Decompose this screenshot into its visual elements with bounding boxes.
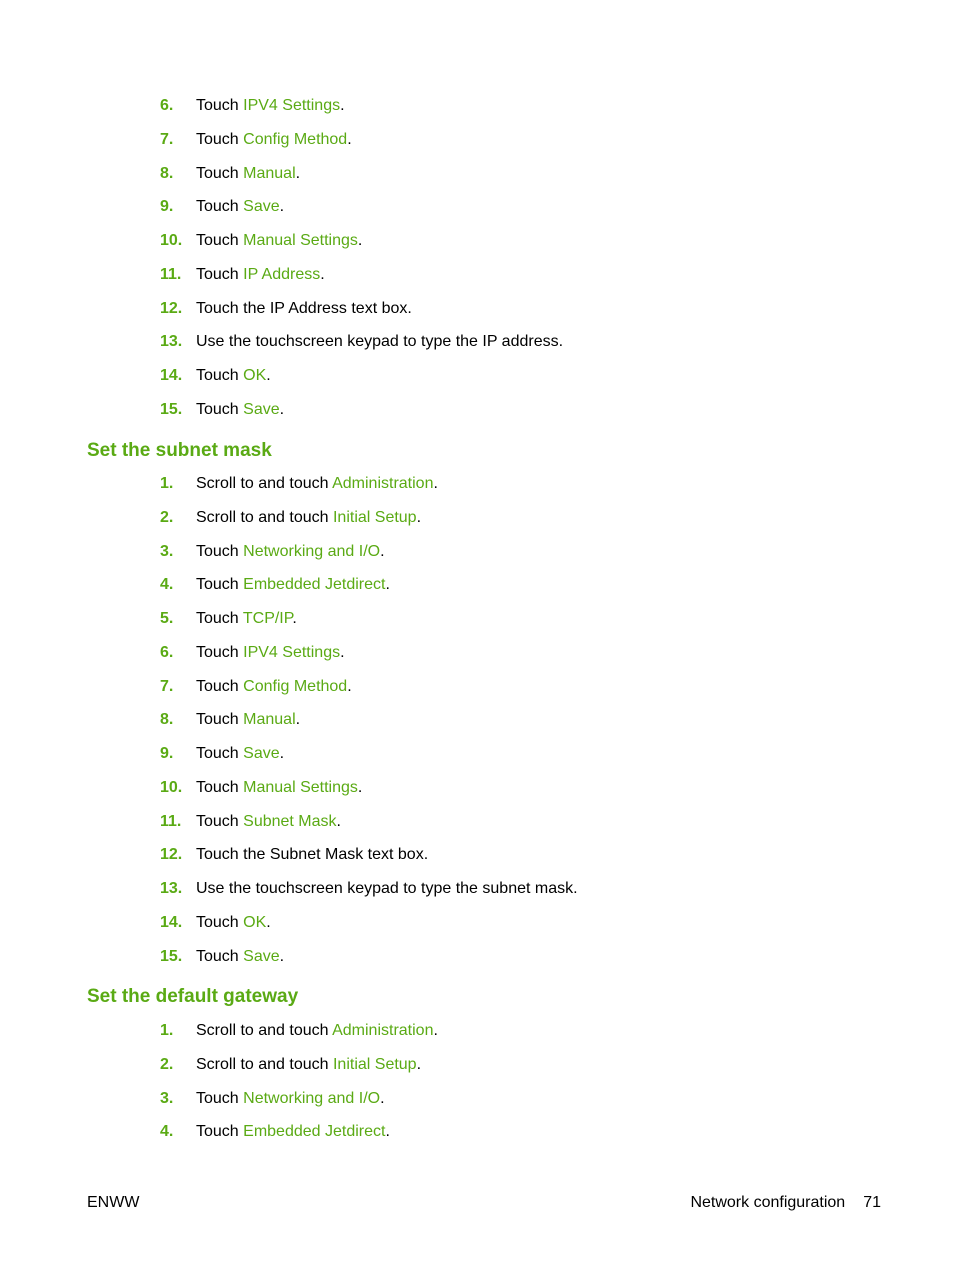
list-item bbox=[0, 265, 954, 299]
step-instruction: Touch bbox=[196, 677, 244, 695]
step-text bbox=[196, 542, 385, 562]
list-item bbox=[0, 1021, 954, 1055]
list-item bbox=[0, 947, 954, 981]
step-number: 3. bbox=[160, 542, 174, 560]
step-number: 8. bbox=[160, 711, 174, 729]
step-number: 13. bbox=[160, 880, 183, 897]
step-text bbox=[196, 845, 428, 865]
step-list-default-gateway bbox=[0, 1021, 954, 1156]
step-punctuation: . bbox=[279, 198, 285, 216]
step-punctuation: . bbox=[357, 232, 363, 249]
step-punctuation: . bbox=[340, 97, 345, 114]
list-item bbox=[0, 96, 954, 130]
ui-element-name: Save bbox=[243, 947, 280, 965]
step-list-subnet-mask bbox=[0, 474, 954, 980]
list-item bbox=[0, 643, 954, 677]
ui-element-name: Embedded Jetdirect bbox=[243, 576, 386, 594]
ui-element-name: Manual Settings bbox=[243, 232, 358, 249]
step-number: 9. bbox=[160, 198, 174, 216]
heading-set-subnet-mask: Set the subnet mask bbox=[87, 440, 272, 461]
ui-element-name: Config Method bbox=[243, 677, 348, 695]
ui-element-name: Administration bbox=[332, 475, 434, 492]
step-instruction: Touch bbox=[196, 610, 243, 627]
heading-set-default-gateway: Set the default gateway bbox=[87, 986, 299, 1007]
step-number: 15. bbox=[160, 947, 183, 965]
step-number: 11. bbox=[160, 265, 182, 283]
step-text bbox=[196, 812, 341, 832]
step-text bbox=[196, 643, 345, 663]
step-number: 6. bbox=[160, 97, 174, 114]
step-text bbox=[196, 265, 325, 285]
ui-element-name: Subnet Mask bbox=[243, 812, 337, 830]
step-text bbox=[196, 744, 284, 764]
step-punctuation: . bbox=[416, 1055, 422, 1073]
ui-element-name: OK bbox=[243, 913, 267, 931]
step-text bbox=[196, 96, 345, 116]
ui-element-name: Save bbox=[243, 198, 280, 216]
list-item bbox=[0, 299, 954, 333]
step-instruction: Scroll to and touch bbox=[196, 508, 333, 526]
page-number: 71 bbox=[863, 1194, 881, 1211]
list-item bbox=[0, 778, 954, 812]
step-number: 9. bbox=[160, 745, 174, 762]
step-punctuation: . bbox=[347, 677, 352, 695]
list-item bbox=[0, 400, 954, 434]
step-text bbox=[196, 231, 362, 251]
list-item bbox=[0, 1089, 954, 1123]
step-text bbox=[196, 197, 284, 217]
step-punctuation: . bbox=[416, 508, 422, 526]
step-punctuation: . bbox=[292, 610, 297, 627]
ui-element-name: Manual bbox=[243, 164, 296, 182]
step-instruction: Touch bbox=[196, 97, 244, 114]
ui-element-name: Networking and I/O bbox=[243, 1089, 381, 1107]
step-text bbox=[196, 677, 352, 697]
footer-right bbox=[690, 1193, 881, 1213]
step-punctuation: . bbox=[295, 164, 301, 182]
step-instruction: Touch bbox=[196, 812, 244, 830]
list-item bbox=[0, 710, 954, 744]
list-item bbox=[0, 812, 954, 846]
ui-element-name: Administration bbox=[332, 1022, 434, 1039]
step-instruction: Touch bbox=[196, 643, 244, 661]
list-item bbox=[0, 1055, 954, 1089]
step-instruction: Touch bbox=[196, 367, 244, 384]
step-number: 13. bbox=[160, 333, 183, 351]
step-text bbox=[196, 1122, 390, 1142]
step-number: 7. bbox=[160, 677, 174, 695]
ui-element-name: IPV4 Settings bbox=[243, 643, 341, 661]
step-instruction: Touch bbox=[196, 778, 244, 796]
ui-element-name: Networking and I/O bbox=[243, 542, 381, 560]
ui-element-name: Initial Setup bbox=[332, 1055, 417, 1073]
step-punctuation: . bbox=[380, 542, 385, 560]
list-item bbox=[0, 508, 954, 542]
step-instruction: Touch bbox=[196, 576, 244, 594]
step-text bbox=[196, 778, 362, 798]
step-number: 2. bbox=[160, 1055, 174, 1073]
step-instruction: Touch bbox=[196, 164, 244, 182]
step-text bbox=[196, 474, 438, 494]
step-instruction: Use the touchscreen keypad to type the IP address. bbox=[196, 333, 564, 351]
step-number: 7. bbox=[160, 130, 174, 148]
step-number: 14. bbox=[160, 913, 183, 931]
ui-element-name: Save bbox=[243, 400, 280, 418]
ui-element-name: IPV4 Settings bbox=[243, 97, 341, 114]
list-item bbox=[0, 542, 954, 576]
step-instruction: Touch bbox=[196, 913, 244, 931]
step-punctuation: . bbox=[295, 711, 301, 729]
list-item bbox=[0, 366, 954, 400]
list-item bbox=[0, 913, 954, 947]
ui-element-name: Initial Setup bbox=[332, 508, 417, 526]
step-text bbox=[196, 1021, 438, 1041]
step-punctuation: . bbox=[385, 576, 390, 594]
step-punctuation: . bbox=[385, 1123, 390, 1141]
list-item bbox=[0, 879, 954, 913]
step-punctuation: . bbox=[279, 400, 285, 418]
step-punctuation: . bbox=[380, 1089, 385, 1107]
ui-element-name: OK bbox=[243, 367, 267, 384]
list-item bbox=[0, 677, 954, 711]
step-text bbox=[196, 710, 300, 730]
list-item bbox=[0, 609, 954, 643]
step-instruction: Touch the Subnet Mask text box. bbox=[196, 846, 429, 864]
list-item bbox=[0, 197, 954, 231]
step-number: 6. bbox=[160, 643, 174, 661]
list-item bbox=[0, 231, 954, 265]
step-number: 1. bbox=[160, 1022, 174, 1039]
step-number: 14. bbox=[160, 367, 183, 384]
list-item bbox=[0, 575, 954, 609]
step-punctuation: . bbox=[347, 130, 352, 148]
footer-left-label: ENWW bbox=[87, 1194, 140, 1211]
step-number: 15. bbox=[160, 400, 183, 418]
step-number: 10. bbox=[160, 232, 183, 249]
step-text bbox=[196, 508, 421, 528]
step-number: 11. bbox=[160, 812, 182, 830]
step-instruction: Touch bbox=[196, 130, 244, 148]
step-instruction: Touch the IP Address text box. bbox=[196, 299, 412, 317]
step-text bbox=[196, 879, 578, 899]
step-punctuation: . bbox=[340, 643, 345, 661]
step-instruction: Scroll to and touch bbox=[196, 475, 333, 492]
list-item bbox=[0, 474, 954, 508]
step-instruction: Touch bbox=[196, 400, 244, 418]
step-number: 12. bbox=[160, 299, 183, 317]
step-instruction: Touch bbox=[196, 232, 244, 249]
step-instruction: Touch bbox=[196, 947, 244, 965]
list-item bbox=[0, 845, 954, 879]
step-punctuation: . bbox=[266, 913, 271, 931]
list-item bbox=[0, 744, 954, 778]
step-number: 10. bbox=[160, 778, 183, 796]
step-punctuation: . bbox=[320, 265, 325, 283]
step-instruction: Touch bbox=[196, 542, 244, 560]
step-instruction: Touch bbox=[196, 1089, 244, 1107]
ui-element-name: TCP/IP bbox=[242, 610, 293, 627]
footer-section-title: Network configuration bbox=[690, 1194, 846, 1211]
step-text bbox=[196, 1055, 421, 1075]
step-number: 8. bbox=[160, 164, 174, 182]
step-text bbox=[196, 130, 352, 150]
ui-element-name: Embedded Jetdirect bbox=[243, 1123, 386, 1141]
step-instruction: Scroll to and touch bbox=[196, 1022, 333, 1039]
step-punctuation: . bbox=[357, 778, 363, 796]
step-text bbox=[196, 400, 284, 420]
step-punctuation: . bbox=[336, 812, 341, 830]
step-number: 5. bbox=[160, 610, 174, 627]
ui-element-name: Config Method bbox=[243, 130, 348, 148]
step-instruction: Touch bbox=[196, 265, 244, 283]
ui-element-name: Manual Settings bbox=[243, 778, 358, 796]
step-text bbox=[196, 913, 271, 933]
list-item bbox=[0, 164, 954, 198]
list-item bbox=[0, 1122, 954, 1156]
step-text bbox=[196, 332, 563, 352]
step-instruction: Touch bbox=[196, 745, 244, 762]
step-punctuation: . bbox=[433, 475, 438, 492]
step-number: 4. bbox=[160, 1123, 174, 1141]
step-text bbox=[196, 609, 297, 629]
step-instruction: Touch bbox=[196, 198, 244, 216]
step-text bbox=[196, 575, 390, 595]
ui-element-name: Manual bbox=[243, 711, 296, 729]
ui-element-name: IP Address bbox=[243, 265, 321, 283]
list-item bbox=[0, 130, 954, 164]
list-item bbox=[0, 332, 954, 366]
step-text bbox=[196, 164, 300, 184]
step-instruction: Touch bbox=[196, 1123, 244, 1141]
step-number: 2. bbox=[160, 508, 174, 526]
step-punctuation: . bbox=[279, 745, 285, 762]
step-text bbox=[196, 947, 284, 967]
step-instruction: Use the touchscreen keypad to type the subnet mask. bbox=[196, 880, 578, 897]
step-instruction: Scroll to and touch bbox=[196, 1055, 333, 1073]
step-number: 1. bbox=[160, 475, 174, 492]
step-number: 3. bbox=[160, 1089, 174, 1107]
step-text bbox=[196, 366, 271, 386]
step-punctuation: . bbox=[433, 1022, 438, 1039]
step-list-previous bbox=[0, 96, 954, 434]
step-punctuation: . bbox=[279, 947, 285, 965]
step-number: 12. bbox=[160, 846, 183, 864]
step-text bbox=[196, 1089, 385, 1109]
step-number: 4. bbox=[160, 576, 174, 594]
step-punctuation: . bbox=[266, 367, 271, 384]
step-instruction: Touch bbox=[196, 711, 244, 729]
step-text bbox=[196, 299, 412, 319]
ui-element-name: Save bbox=[243, 745, 280, 762]
